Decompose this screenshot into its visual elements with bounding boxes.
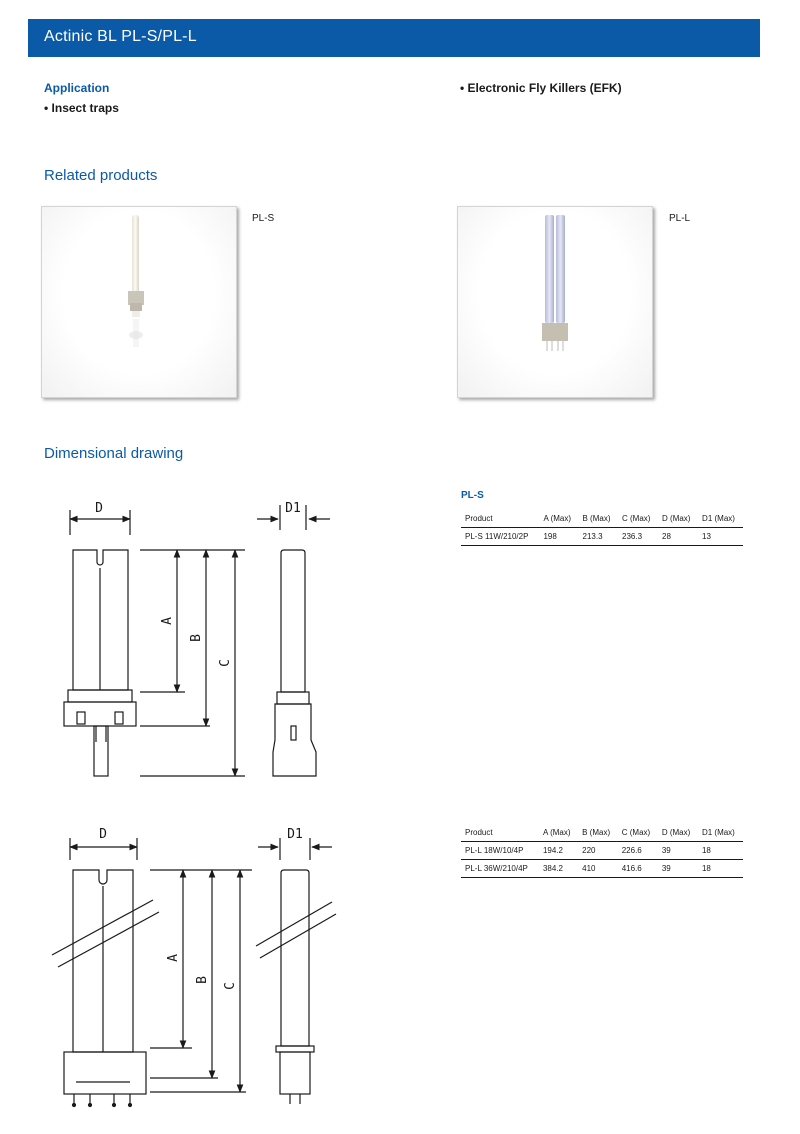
spec-table-pl-s — [461, 514, 743, 546]
dim-label-d: D — [99, 827, 107, 842]
table-cell: 416.6 — [621, 864, 642, 873]
spec-table-pl-l — [461, 828, 743, 878]
table-row — [461, 860, 743, 878]
column-header: Product — [465, 514, 493, 523]
column-header: B (Max) — [582, 514, 611, 523]
column-header: D (Max) — [662, 514, 691, 523]
table-row — [461, 528, 743, 546]
table-cell: 226.6 — [621, 846, 642, 855]
table-header-row — [461, 828, 743, 842]
table-cell: 198 — [543, 532, 557, 541]
column-header: D1 (Max) — [702, 514, 735, 523]
table-cell: PL-L 18W/10/4P — [465, 846, 524, 855]
column-header: C (Max) — [621, 828, 651, 837]
pl-s-lamp-photo-icon — [42, 207, 236, 397]
product-label: PL-L — [669, 213, 691, 224]
dim-label-d: D — [95, 501, 103, 516]
column-header: C (Max) — [622, 514, 651, 523]
dim-label-b: B — [189, 634, 204, 642]
application-item: • Electronic Fly Killers (EFK) — [460, 81, 622, 95]
table-cell: 213.3 — [582, 532, 603, 541]
dim-label-a: A — [160, 617, 175, 625]
table-caption-pl-s: PL-S — [461, 490, 484, 501]
table-cell: 13 — [702, 532, 711, 541]
table-row — [461, 842, 743, 860]
column-header: B (Max) — [582, 828, 611, 837]
product-photo-pl-l — [457, 206, 653, 398]
dim-label-c: C — [223, 982, 238, 990]
pl-l-lamp-photo-icon — [458, 207, 652, 397]
dim-label-d1: D1 — [285, 501, 301, 516]
column-header: Product — [465, 828, 493, 837]
application-item: • Insect traps — [44, 101, 119, 115]
table-header-row — [461, 514, 743, 528]
dim-label-a: A — [166, 954, 181, 962]
application-heading: Application — [44, 81, 110, 95]
table-cell: 18 — [701, 846, 711, 855]
table-cell: 236.3 — [622, 532, 643, 541]
table-cell: 39 — [661, 864, 671, 873]
related-products-title: Related products — [44, 167, 158, 184]
table-cell: 220 — [582, 846, 596, 855]
pl-s-dimensional-drawing — [40, 490, 350, 790]
dim-label-c: C — [218, 659, 233, 667]
table-cell: 410 — [582, 864, 596, 873]
table-cell: 384.2 — [542, 864, 564, 873]
dimensional-drawing-title: Dimensional drawing — [44, 445, 184, 462]
column-header: D (Max) — [661, 828, 691, 837]
column-header: D1 (Max) — [701, 828, 735, 837]
table-cell: PL-S 11W/210/2P — [465, 532, 529, 541]
table-cell: 39 — [661, 846, 671, 855]
column-header: A (Max) — [542, 828, 571, 837]
dim-label-d1: D1 — [287, 827, 303, 842]
product-label: PL-S — [252, 213, 275, 224]
dim-label-b: B — [195, 976, 210, 984]
product-photo-pl-s — [41, 206, 237, 398]
page-title: Actinic BL PL-S/PL-L — [44, 28, 197, 45]
pl-l-dimensional-drawing — [40, 820, 350, 1115]
table-cell: PL-L 36W/210/4P — [465, 864, 528, 873]
column-header: A (Max) — [543, 514, 572, 523]
table-cell: 18 — [701, 864, 711, 873]
header-bar — [28, 19, 760, 57]
table-cell: 28 — [662, 532, 671, 541]
table-cell: 194.2 — [542, 846, 564, 855]
